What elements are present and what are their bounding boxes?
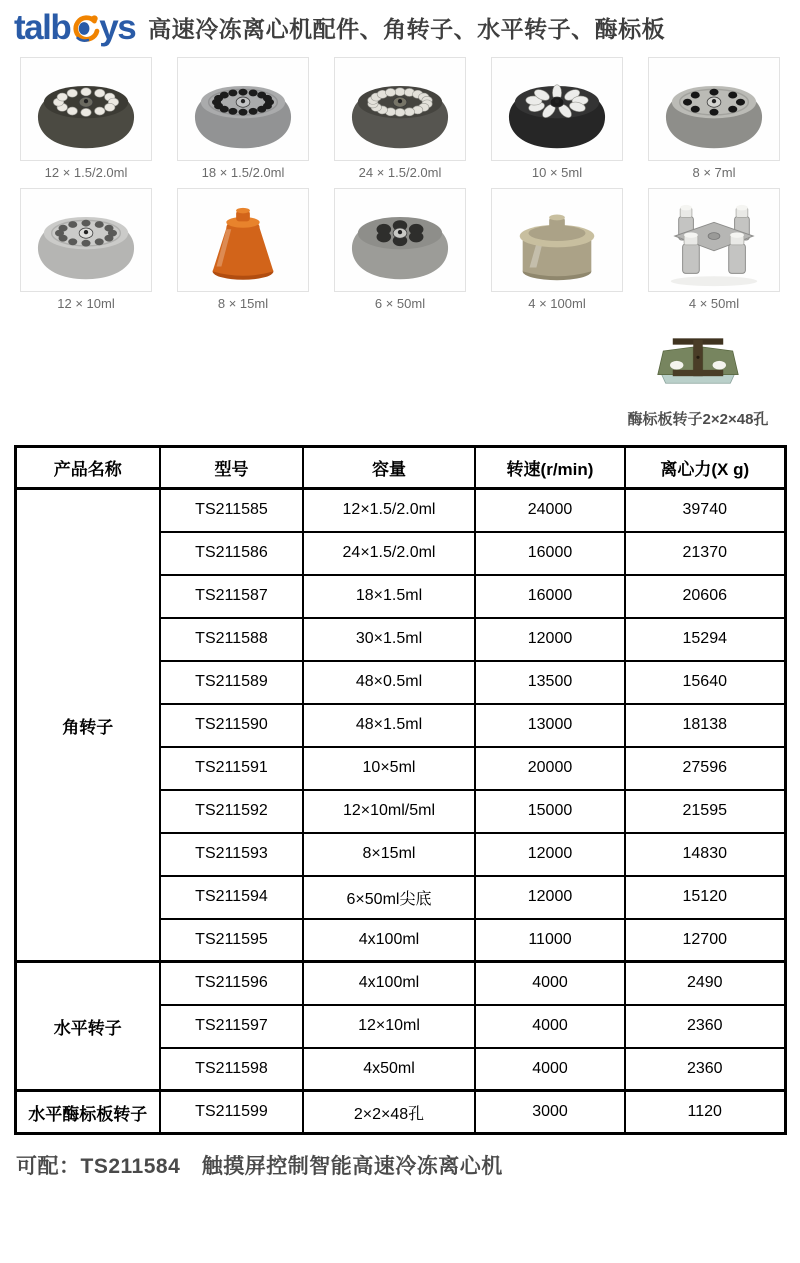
force-cell: 14830 xyxy=(625,833,785,876)
speed-cell: 13000 xyxy=(475,704,625,747)
product-category-cell: 水平酶标板转子 xyxy=(15,1091,160,1134)
speed-cell: 16000 xyxy=(475,575,625,618)
speed-cell: 12000 xyxy=(475,618,625,661)
spec-table xyxy=(14,445,787,1135)
product-item xyxy=(177,188,309,311)
model-cell: TS211598 xyxy=(160,1048,303,1091)
plate-rotor-caption: 酶标板转子2×2×48孔 xyxy=(627,411,769,428)
table-row xyxy=(15,489,785,532)
rotor-image xyxy=(177,57,309,161)
capacity-cell: 8×15ml xyxy=(303,833,475,876)
column-header: 产品名称 xyxy=(15,447,160,489)
capacity-cell: 6×50ml尖底 xyxy=(303,876,475,919)
capacity-cell: 4x50ml xyxy=(303,1048,475,1091)
product-item xyxy=(334,57,466,180)
footer-note: 可配：TS211584 触摸屏控制智能高速冷冻离心机 xyxy=(16,1155,503,1178)
product-caption: 8 × 15ml xyxy=(217,296,269,311)
model-cell: TS211587 xyxy=(160,575,303,618)
rotor-image xyxy=(20,57,152,161)
force-cell: 21595 xyxy=(625,790,785,833)
rotor-image xyxy=(648,57,780,161)
rotor-image xyxy=(20,188,152,292)
force-cell: 2360 xyxy=(625,1048,785,1091)
model-cell: TS211593 xyxy=(160,833,303,876)
product-caption: 12 × 10ml xyxy=(57,296,115,311)
speed-cell: 4000 xyxy=(475,1048,625,1091)
plate-rotor-section xyxy=(0,319,800,437)
model-cell: TS211597 xyxy=(160,1005,303,1048)
product-caption: 6 × 50ml xyxy=(374,296,426,311)
model-cell: TS211590 xyxy=(160,704,303,747)
capacity-cell: 12×1.5/2.0ml xyxy=(303,489,475,532)
force-cell: 2490 xyxy=(625,962,785,1005)
speed-cell: 4000 xyxy=(475,962,625,1005)
model-cell: TS211589 xyxy=(160,661,303,704)
capacity-cell: 12×10ml xyxy=(303,1005,475,1048)
logo-text-left: talb xyxy=(14,8,71,47)
speed-cell: 20000 xyxy=(475,747,625,790)
force-cell: 1120 xyxy=(625,1091,785,1134)
table-row xyxy=(15,1091,785,1134)
product-item xyxy=(648,188,780,311)
rotor-image xyxy=(334,57,466,161)
speed-cell: 16000 xyxy=(475,532,625,575)
plate-rotor-item xyxy=(618,321,778,429)
model-cell: TS211585 xyxy=(160,489,303,532)
force-cell: 18138 xyxy=(625,704,785,747)
force-cell: 12700 xyxy=(625,919,785,962)
product-item xyxy=(334,188,466,311)
force-cell: 15120 xyxy=(625,876,785,919)
speed-cell: 11000 xyxy=(475,919,625,962)
model-cell: TS211594 xyxy=(160,876,303,919)
header xyxy=(0,0,800,49)
rotor-image xyxy=(491,57,623,161)
speed-cell: 4000 xyxy=(475,1005,625,1048)
capacity-cell: 12×10ml/5ml xyxy=(303,790,475,833)
speed-cell: 15000 xyxy=(475,790,625,833)
product-caption: 4 × 100ml xyxy=(528,296,586,311)
product-caption: 24 × 1.5/2.0ml xyxy=(358,165,442,180)
product-item xyxy=(20,188,152,311)
product-caption: 18 × 1.5/2.0ml xyxy=(201,165,285,180)
product-item xyxy=(177,57,309,180)
force-cell: 15294 xyxy=(625,618,785,661)
product-item xyxy=(491,188,623,311)
column-header: 转速(r/min) xyxy=(475,447,625,489)
product-item xyxy=(648,57,780,180)
speed-cell: 12000 xyxy=(475,833,625,876)
capacity-cell: 10×5ml xyxy=(303,747,475,790)
force-cell: 2360 xyxy=(625,1005,785,1048)
capacity-cell: 4x100ml xyxy=(303,919,475,962)
rotor-image xyxy=(177,188,309,292)
capacity-cell: 4x100ml xyxy=(303,962,475,1005)
column-header: 离心力(X g) xyxy=(625,447,785,489)
capacity-cell: 18×1.5ml xyxy=(303,575,475,618)
force-cell: 39740 xyxy=(625,489,785,532)
header-row xyxy=(15,447,785,489)
force-cell: 15640 xyxy=(625,661,785,704)
rotor-image xyxy=(334,188,466,292)
product-item xyxy=(491,57,623,180)
product-category-cell: 角转子 xyxy=(15,489,160,962)
capacity-cell: 48×0.5ml xyxy=(303,661,475,704)
product-caption: 12 × 1.5/2.0ml xyxy=(44,165,128,180)
force-cell: 27596 xyxy=(625,747,785,790)
product-caption: 10 × 5ml xyxy=(531,165,583,180)
capacity-cell: 24×1.5/2.0ml xyxy=(303,532,475,575)
model-cell: TS211586 xyxy=(160,532,303,575)
speed-cell: 12000 xyxy=(475,876,625,919)
product-caption: 4 × 50ml xyxy=(688,296,740,311)
model-cell: TS211596 xyxy=(160,962,303,1005)
page-title: 高速冷冻离心机配件、角转子、水平转子、酶标板 xyxy=(148,16,666,42)
spec-table-body xyxy=(15,489,785,1134)
force-cell: 21370 xyxy=(625,532,785,575)
table-row xyxy=(15,962,785,1005)
rotor-image xyxy=(648,188,780,292)
logo-text-right: ys xyxy=(99,8,136,47)
column-header: 容量 xyxy=(303,447,475,489)
column-header: 型号 xyxy=(160,447,303,489)
plate-rotor-image xyxy=(618,321,778,403)
product-category-cell: 水平转子 xyxy=(15,962,160,1091)
capacity-cell: 2×2×48孔 xyxy=(303,1091,475,1134)
product-item xyxy=(20,57,152,180)
spec-table-head xyxy=(15,447,785,489)
model-cell: TS211592 xyxy=(160,790,303,833)
capacity-cell: 30×1.5ml xyxy=(303,618,475,661)
speed-cell: 13500 xyxy=(475,661,625,704)
talboys-logo xyxy=(14,10,135,45)
capacity-cell: 48×1.5ml xyxy=(303,704,475,747)
product-grid xyxy=(0,49,800,319)
rotor-image xyxy=(491,188,623,292)
model-cell: TS211595 xyxy=(160,919,303,962)
model-cell: TS211599 xyxy=(160,1091,303,1134)
speed-cell: 24000 xyxy=(475,489,625,532)
force-cell: 20606 xyxy=(625,575,785,618)
logo-swirl-icon xyxy=(69,13,100,44)
speed-cell: 3000 xyxy=(475,1091,625,1134)
model-cell: TS211591 xyxy=(160,747,303,790)
product-caption: 8 × 7ml xyxy=(692,165,736,180)
model-cell: TS211588 xyxy=(160,618,303,661)
